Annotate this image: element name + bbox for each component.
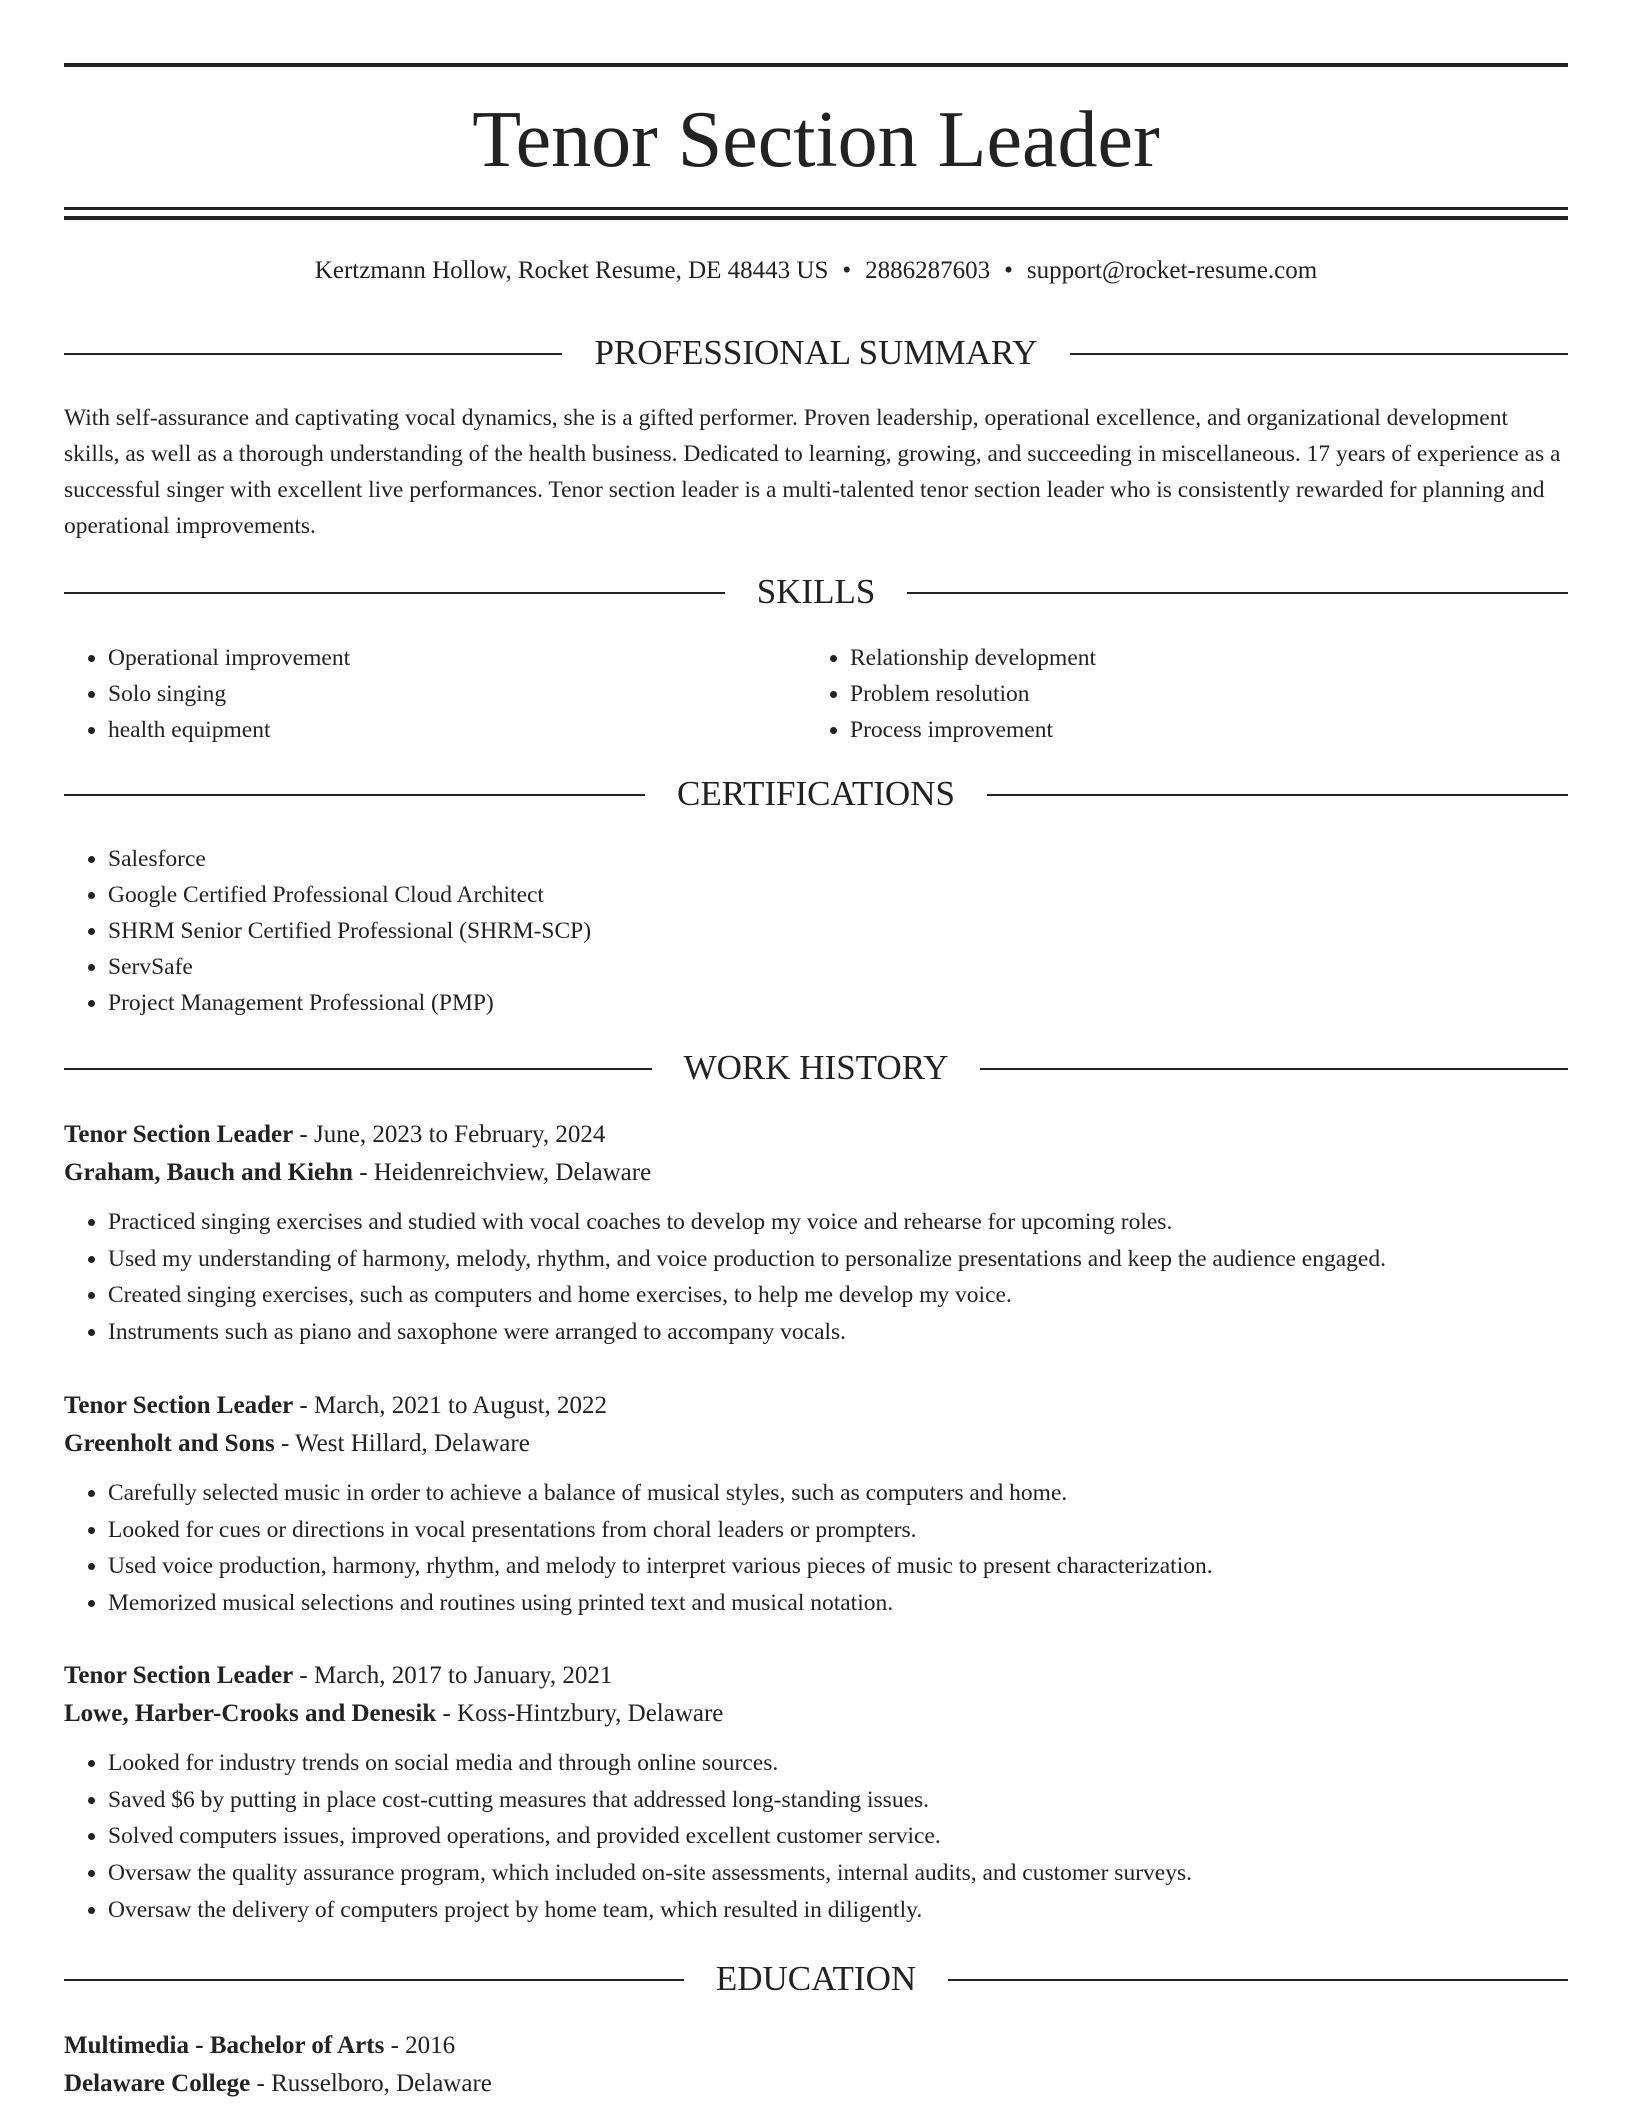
school-line (64, 2065, 1568, 2103)
job-company-line (64, 1695, 1568, 1733)
job-title-line (64, 1387, 1568, 1425)
contact-line (64, 254, 1568, 288)
section-heading-certifications (64, 772, 1568, 816)
summary-text: With self-assurance and captivating vocal dynamics, she is a gifted performer. Proven leadership, operational excellence, and organizational development skills, as well as a thorough understanding of the health business. Dedicated to learning, growing, and succeeding in miscellaneous. 17 years of experience as a successful singer with excellent live performances. Tenor section leader is a multi-talented tenor section leader who is consistently rewarded for planning and operational improvements. (64, 405, 1561, 539)
job-bullet: • Solved computers issues, improved operations, and provided excellent customer service. (108, 1818, 1568, 1855)
certification-item: • SHRM Senior Certified Professional (SHRM-SCP) (108, 913, 1568, 949)
section-heading-skills (64, 570, 1568, 614)
skill-item: • Process improvement (850, 712, 1506, 748)
top-rule (64, 63, 1568, 67)
education-entry (64, 2027, 1568, 2103)
certification-item: • Project Management Professional (PMP) (108, 985, 1568, 1021)
skill-item: • Solo singing (108, 676, 764, 712)
certification-item: • ServSafe (108, 949, 1568, 985)
job-title: Tenor Section Leader (64, 1392, 294, 1419)
job-entry (64, 1116, 1568, 1351)
job-bullet: • Used my understanding of harmony, melody, rhythm, and voice production to personalize presentations and keep the audience engaged. (108, 1241, 1568, 1278)
job-bullet: • Practiced singing exercises and studied with vocal coaches to develop my voice and rehearse for upcoming roles. (108, 1204, 1568, 1241)
job-company: Greenholt and Sons (64, 1430, 275, 1457)
section-heading-label: PROFESSIONAL SUMMARY (562, 331, 1069, 375)
job-bullet: • Used voice production, harmony, rhythm, and melody to interpret various pieces of music to present characterization. (108, 1548, 1568, 1585)
title-rule-upper (64, 207, 1568, 210)
skill-item: • Relationship development (850, 640, 1506, 676)
job-entry (64, 1657, 1568, 1929)
skill-item: • Operational improvement (108, 640, 764, 676)
skill-item: • health equipment (108, 712, 764, 748)
contact-separator: • (842, 257, 852, 284)
job-bullet: • Memorized musical selections and routines using printed text and musical notation. (108, 1585, 1568, 1622)
job-location: - Koss-Hintzbury, Delaware (436, 1700, 724, 1727)
contact-email: support@rocket-resume.com (1026, 257, 1318, 284)
job-bullet: • Looked for industry trends on social media and through online sources. (108, 1745, 1568, 1782)
job-location: - Heidenreichview, Delaware (352, 1159, 652, 1186)
school: Delaware College (64, 2070, 251, 2097)
certifications-list (64, 841, 1568, 1021)
title-rule-lower (64, 216, 1568, 220)
section-heading-label: WORK HISTORY (652, 1046, 981, 1090)
job-bullet: • Carefully selected music in order to achieve a balance of musical styles, such as computers and home. (108, 1475, 1568, 1512)
job-title-line (64, 1657, 1568, 1695)
job-dates: - March, 2017 to January, 2021 (293, 1662, 613, 1689)
job-company-line (64, 1154, 1568, 1192)
job-company: Graham, Bauch and Kiehn (64, 1159, 353, 1186)
section-heading-education (64, 1957, 1568, 2001)
section-heading-work-history (64, 1046, 1568, 1090)
skill-item: • Problem resolution (850, 676, 1506, 712)
job-bullet: • Oversaw the quality assurance program, which included on-site assessments, internal audits, and customer surveys. (108, 1855, 1568, 1892)
contact-phone: 2886287603 (865, 257, 991, 284)
job-title: Tenor Section Leader (64, 1662, 294, 1689)
job-bullet: • Saved $6 by putting in place cost-cutting measures that addressed long-standing issues. (108, 1782, 1568, 1819)
job-location: - West Hillard, Delaware (274, 1430, 530, 1457)
section-heading-label: SKILLS (725, 570, 908, 614)
contact-separator: • (1004, 257, 1013, 284)
skills-column-right (806, 640, 1506, 748)
job-company: Lowe, Harber-Crooks and Denesik (64, 1700, 437, 1727)
job-title-line (64, 1116, 1568, 1154)
contact-address: Kertzmann Hollow, Rocket Resume, DE 48443 US (314, 257, 829, 284)
section-heading-label: EDUCATION (684, 1957, 948, 2001)
job-bullet: • Looked for cues or directions in vocal presentations from choral leaders or prompters. (108, 1512, 1568, 1549)
school-location: - Russelboro, Delaware (250, 2070, 492, 2097)
job-entry (64, 1387, 1568, 1622)
degree-line (64, 2027, 1568, 2065)
job-title: Tenor Section Leader (64, 1121, 294, 1148)
job-dates: - March, 2021 to August, 2022 (293, 1392, 608, 1419)
certification-item: • Google Certified Professional Cloud Architect (108, 877, 1568, 913)
certification-item: • Salesforce (108, 841, 1568, 877)
degree: Multimedia - Bachelor of Arts (64, 2032, 385, 2059)
section-heading-summary (64, 331, 1568, 375)
section-heading-label: CERTIFICATIONS (645, 772, 987, 816)
job-bullet: • Instruments such as piano and saxophone were arranged to accompany vocals. (108, 1314, 1568, 1351)
page-title: Tenor Section Leader (472, 96, 1160, 184)
skills-column-left (64, 640, 764, 748)
job-bullet: • Created singing exercises, such as computers and home exercises, to help me develop my voice. (108, 1277, 1568, 1314)
job-dates: - June, 2023 to February, 2024 (293, 1121, 606, 1148)
job-company-line (64, 1425, 1568, 1463)
job-bullet: • Oversaw the delivery of computers project by home team, which resulted in diligently. (108, 1892, 1568, 1929)
graduation-year: - 2016 (384, 2032, 456, 2059)
